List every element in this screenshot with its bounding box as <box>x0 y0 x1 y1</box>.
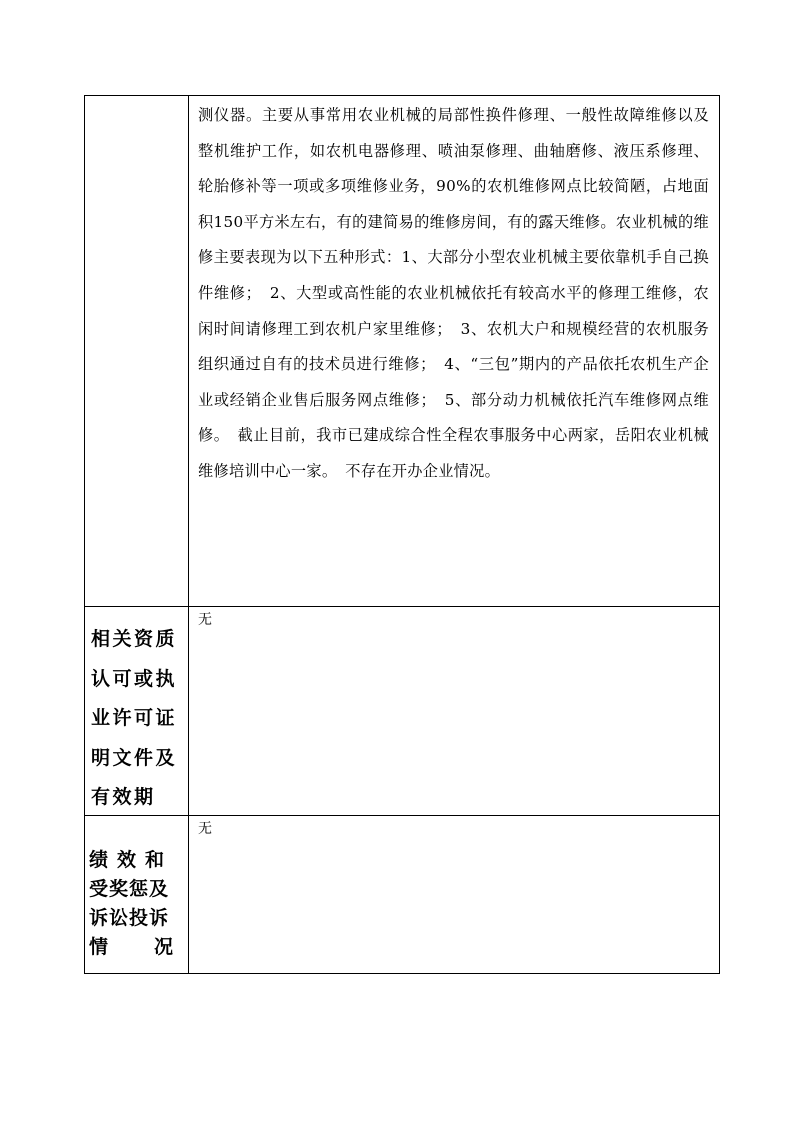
performance-label-line-1: 绩效和 <box>89 849 174 871</box>
business-description-row <box>85 96 719 606</box>
certification-cell <box>189 607 719 815</box>
certification-row <box>85 606 719 815</box>
performance-row <box>85 815 719 973</box>
certification-value: 无 <box>198 612 212 628</box>
certification-label: 相关资质认可或执业许可证明文件及有效期 <box>85 607 189 815</box>
performance-label-line-4: 情况 <box>89 936 220 958</box>
form-table <box>84 95 720 974</box>
performance-label-line-3: 诉讼投诉 <box>89 907 170 929</box>
performance-label-line-2: 受奖惩及 <box>89 878 170 900</box>
business-description-text: 测仪器。主要从事常用农业机械的局部性换件修理、一般性故障维修以及整机维护工作，如农机电器修理、喷油泵修理、曲轴磨修、液压系修理、轮胎修补等一项或多项维修业务，90%的农机维修网点比较简陋，占地面积150平方米左右，有的建简易的维修房间，有的露天维修。农业机械的维修主要表现为以下五种形式：1、大部分小型农业机械主要依靠机手自己换件维修； 2、大型或高性能的农业机械依托有较高水平的修理工维修，农闲时间请修理工到农机户家里维修； 3、农机大户和规模经营的农机服务组织通过自有的技术员进行维修； 4、“三包”期内的产品依托农机生产企业或经销企业售后服务网点维修； 5、部分动力机械依托汽车维修网点维修。 截止目前，我市已建成综合性全程农事服务中心两家，岳阳农业机械维修培训中心一家。 不存在开办企业情况。 <box>198 106 709 480</box>
performance-cell <box>189 816 719 973</box>
performance-label <box>85 816 220 973</box>
business-description-cell <box>189 96 719 606</box>
performance-value: 无 <box>198 821 212 837</box>
business-description-label-cell <box>85 96 189 606</box>
